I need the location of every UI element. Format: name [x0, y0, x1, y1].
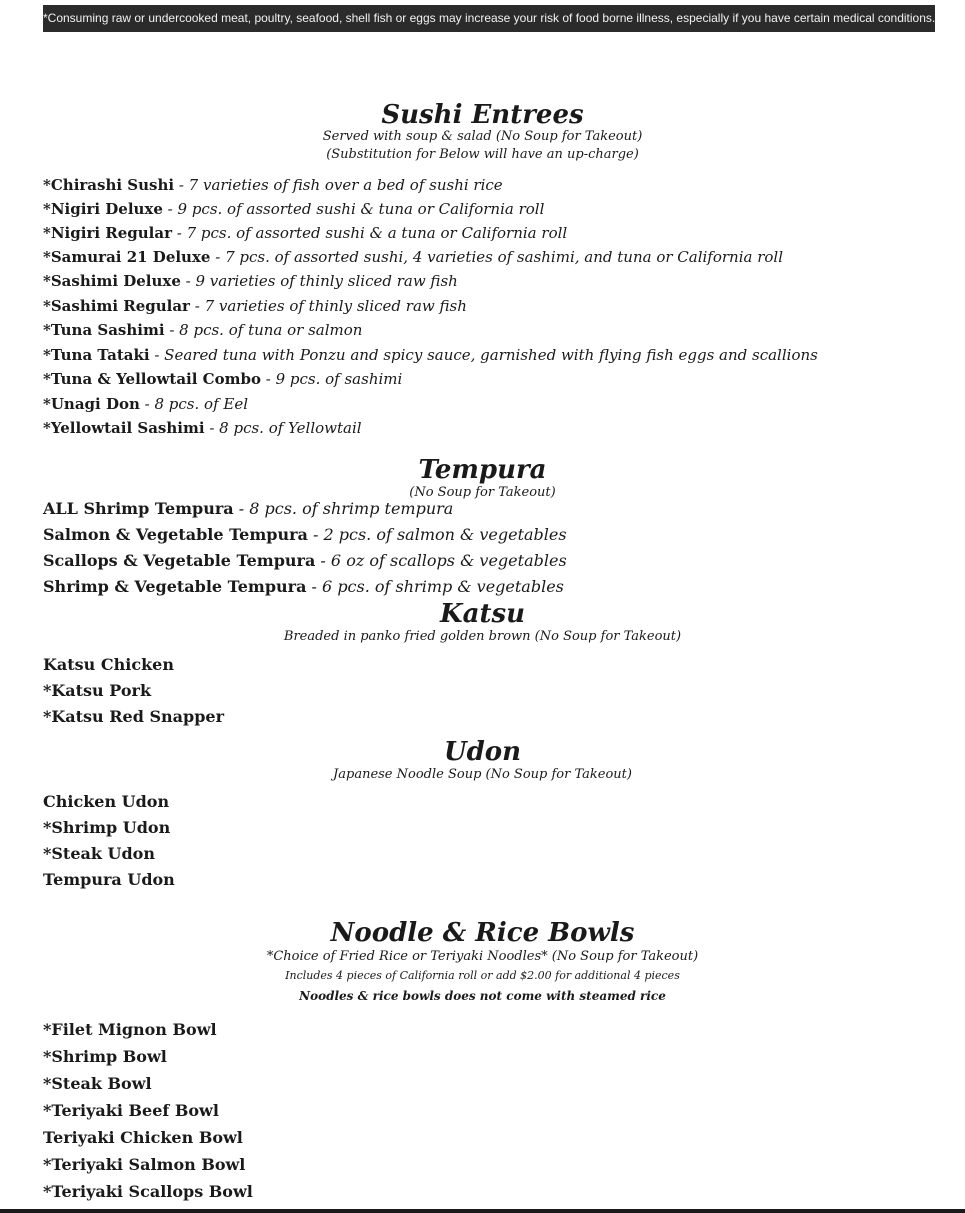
item-name: *Steak Udon: [43, 844, 155, 863]
menu-item: [43, 1128, 243, 1148]
item-name: *Sashimi Regular: [43, 297, 190, 315]
menu-item: [43, 844, 155, 864]
item-name: *Nigiri Deluxe: [43, 200, 163, 218]
item-name: *Unagi Don: [43, 395, 140, 413]
item-name: *Filet Mignon Bowl: [43, 1020, 217, 1039]
item-name: *Teriyaki Scallops Bowl: [43, 1182, 253, 1201]
menu-item: [43, 792, 169, 812]
menu-item: [43, 1155, 245, 1175]
bowls-rice-note: Noodles & rice bowls does not come with steamed rice: [299, 989, 666, 1003]
menu-item: [43, 1020, 217, 1040]
raw-food-notice: *Consuming raw or undercooked meat, poultry, seafood, shell fish or eggs may increase your risk of food borne illness, especially if you have certain medical conditions.: [43, 5, 935, 32]
menu-item: [43, 818, 170, 838]
item-description: - 9 pcs. of assorted sushi & tuna or California roll: [162, 200, 545, 218]
item-description: - 6 pcs. of shrimp & vegetables: [306, 577, 564, 596]
item-description: - 7 varieties of fish over a bed of sushi rice: [174, 176, 503, 194]
sushi-substitution-note: (Substitution for Below will have an up-charge): [326, 147, 639, 162]
menu-item: [43, 525, 567, 545]
item-name: Tempura Udon: [43, 870, 175, 889]
bottom-border: [0, 1209, 965, 1213]
item-name: *Shrimp Udon: [43, 818, 171, 837]
menu-item: [43, 681, 151, 701]
item-name: Shrimp & Vegetable Tempura: [43, 577, 307, 596]
item-name: *Tuna Sashimi: [43, 321, 165, 339]
item-name: *Nigiri Regular: [43, 224, 172, 242]
item-name: *Shrimp Bowl: [43, 1047, 167, 1066]
menu-item: [43, 418, 362, 438]
item-name: Katsu Chicken: [43, 655, 174, 674]
item-description: - 8 pcs. of Eel: [139, 395, 249, 413]
item-name: Salmon & Vegetable Tempura: [43, 525, 308, 544]
bowls-includes-note: Includes 4 pieces of California roll or add $2.00 for additional 4 pieces: [285, 969, 680, 982]
sushi-entrees-heading: Sushi Entrees: [381, 100, 584, 130]
item-description: - 2 pcs. of salmon & vegetables: [307, 525, 567, 544]
item-name: *Sashimi Deluxe: [43, 272, 181, 290]
menu-item: [43, 296, 467, 316]
item-description: - 8 pcs. of shrimp tempura: [233, 499, 454, 518]
bowls-choice-note: *Choice of Fried Rice or Teriyaki Noodles* (No Soup for Takeout): [266, 949, 699, 964]
menu-item: [43, 655, 174, 675]
item-name: *Steak Bowl: [43, 1074, 152, 1093]
item-name: *Teriyaki Beef Bowl: [43, 1101, 219, 1120]
item-description: - 6 oz of scallops & vegetables: [315, 551, 567, 570]
item-name: *Chirashi Sushi: [43, 176, 175, 194]
item-description: - 9 pcs. of sashimi: [260, 370, 403, 388]
item-name: *Tuna Tataki: [43, 346, 150, 364]
item-description: - Seared tuna with Ponzu and spicy sauce, garnished with flying fish eggs and scallions: [149, 346, 818, 364]
tempura-note: (No Soup for Takeout): [409, 485, 556, 500]
item-name: *Katsu Pork: [43, 681, 152, 700]
menu-item: [43, 369, 402, 389]
menu-item: [43, 870, 175, 890]
menu-item: [43, 247, 783, 267]
menu-item: [43, 1074, 152, 1094]
udon-heading: Udon: [443, 737, 522, 767]
katsu-heading: Katsu: [440, 599, 525, 629]
item-name: *Samurai 21 Deluxe: [43, 248, 211, 266]
item-name: *Yellowtail Sashimi: [43, 419, 205, 437]
menu-item: [43, 175, 503, 195]
item-name: Teriyaki Chicken Bowl: [43, 1128, 243, 1147]
menu-item: [43, 499, 453, 519]
menu-item: [43, 199, 544, 219]
katsu-note: Breaded in panko fried golden brown (No Soup for Takeout): [283, 629, 682, 644]
item-name: *Teriyaki Salmon Bowl: [43, 1155, 246, 1174]
tempura-heading: Tempura: [418, 455, 547, 485]
item-description: - 9 varieties of thinly sliced raw fish: [180, 272, 458, 290]
sushi-served-note: Served with soup & salad (No Soup for Takeout): [322, 129, 643, 144]
menu-item: [43, 345, 818, 365]
menu-item: [43, 394, 248, 414]
item-description: - 7 pcs. of assorted sushi, 4 varieties of sashimi, and tuna or California roll: [210, 248, 784, 266]
item-name: *Tuna & Yellowtail Combo: [43, 370, 261, 388]
menu-item: [43, 1182, 253, 1202]
udon-note: Japanese Noodle Soup (No Soup for Takeout): [333, 767, 632, 782]
menu-item: [43, 223, 567, 243]
noodle-rice-bowls-heading: Noodle & Rice Bowls: [330, 918, 635, 948]
menu-item: [43, 1101, 219, 1121]
item-description: - 8 pcs. of Yellowtail: [204, 419, 362, 437]
item-name: Chicken Udon: [43, 792, 170, 811]
item-name: Scallops & Vegetable Tempura: [43, 551, 316, 570]
item-name: ALL Shrimp Tempura: [43, 499, 234, 518]
menu-item: [43, 320, 362, 340]
item-description: - 7 pcs. of assorted sushi & a tuna or California roll: [172, 224, 568, 242]
item-description: - 8 pcs. of tuna or salmon: [164, 321, 363, 339]
item-description: - 7 varieties of thinly sliced raw fish: [189, 297, 467, 315]
menu-item: [43, 577, 564, 597]
item-name: *Katsu Red Snapper: [43, 707, 225, 726]
menu-item: [43, 551, 567, 571]
menu-item: [43, 271, 458, 291]
menu-item: [43, 707, 224, 727]
menu-item: [43, 1047, 167, 1067]
